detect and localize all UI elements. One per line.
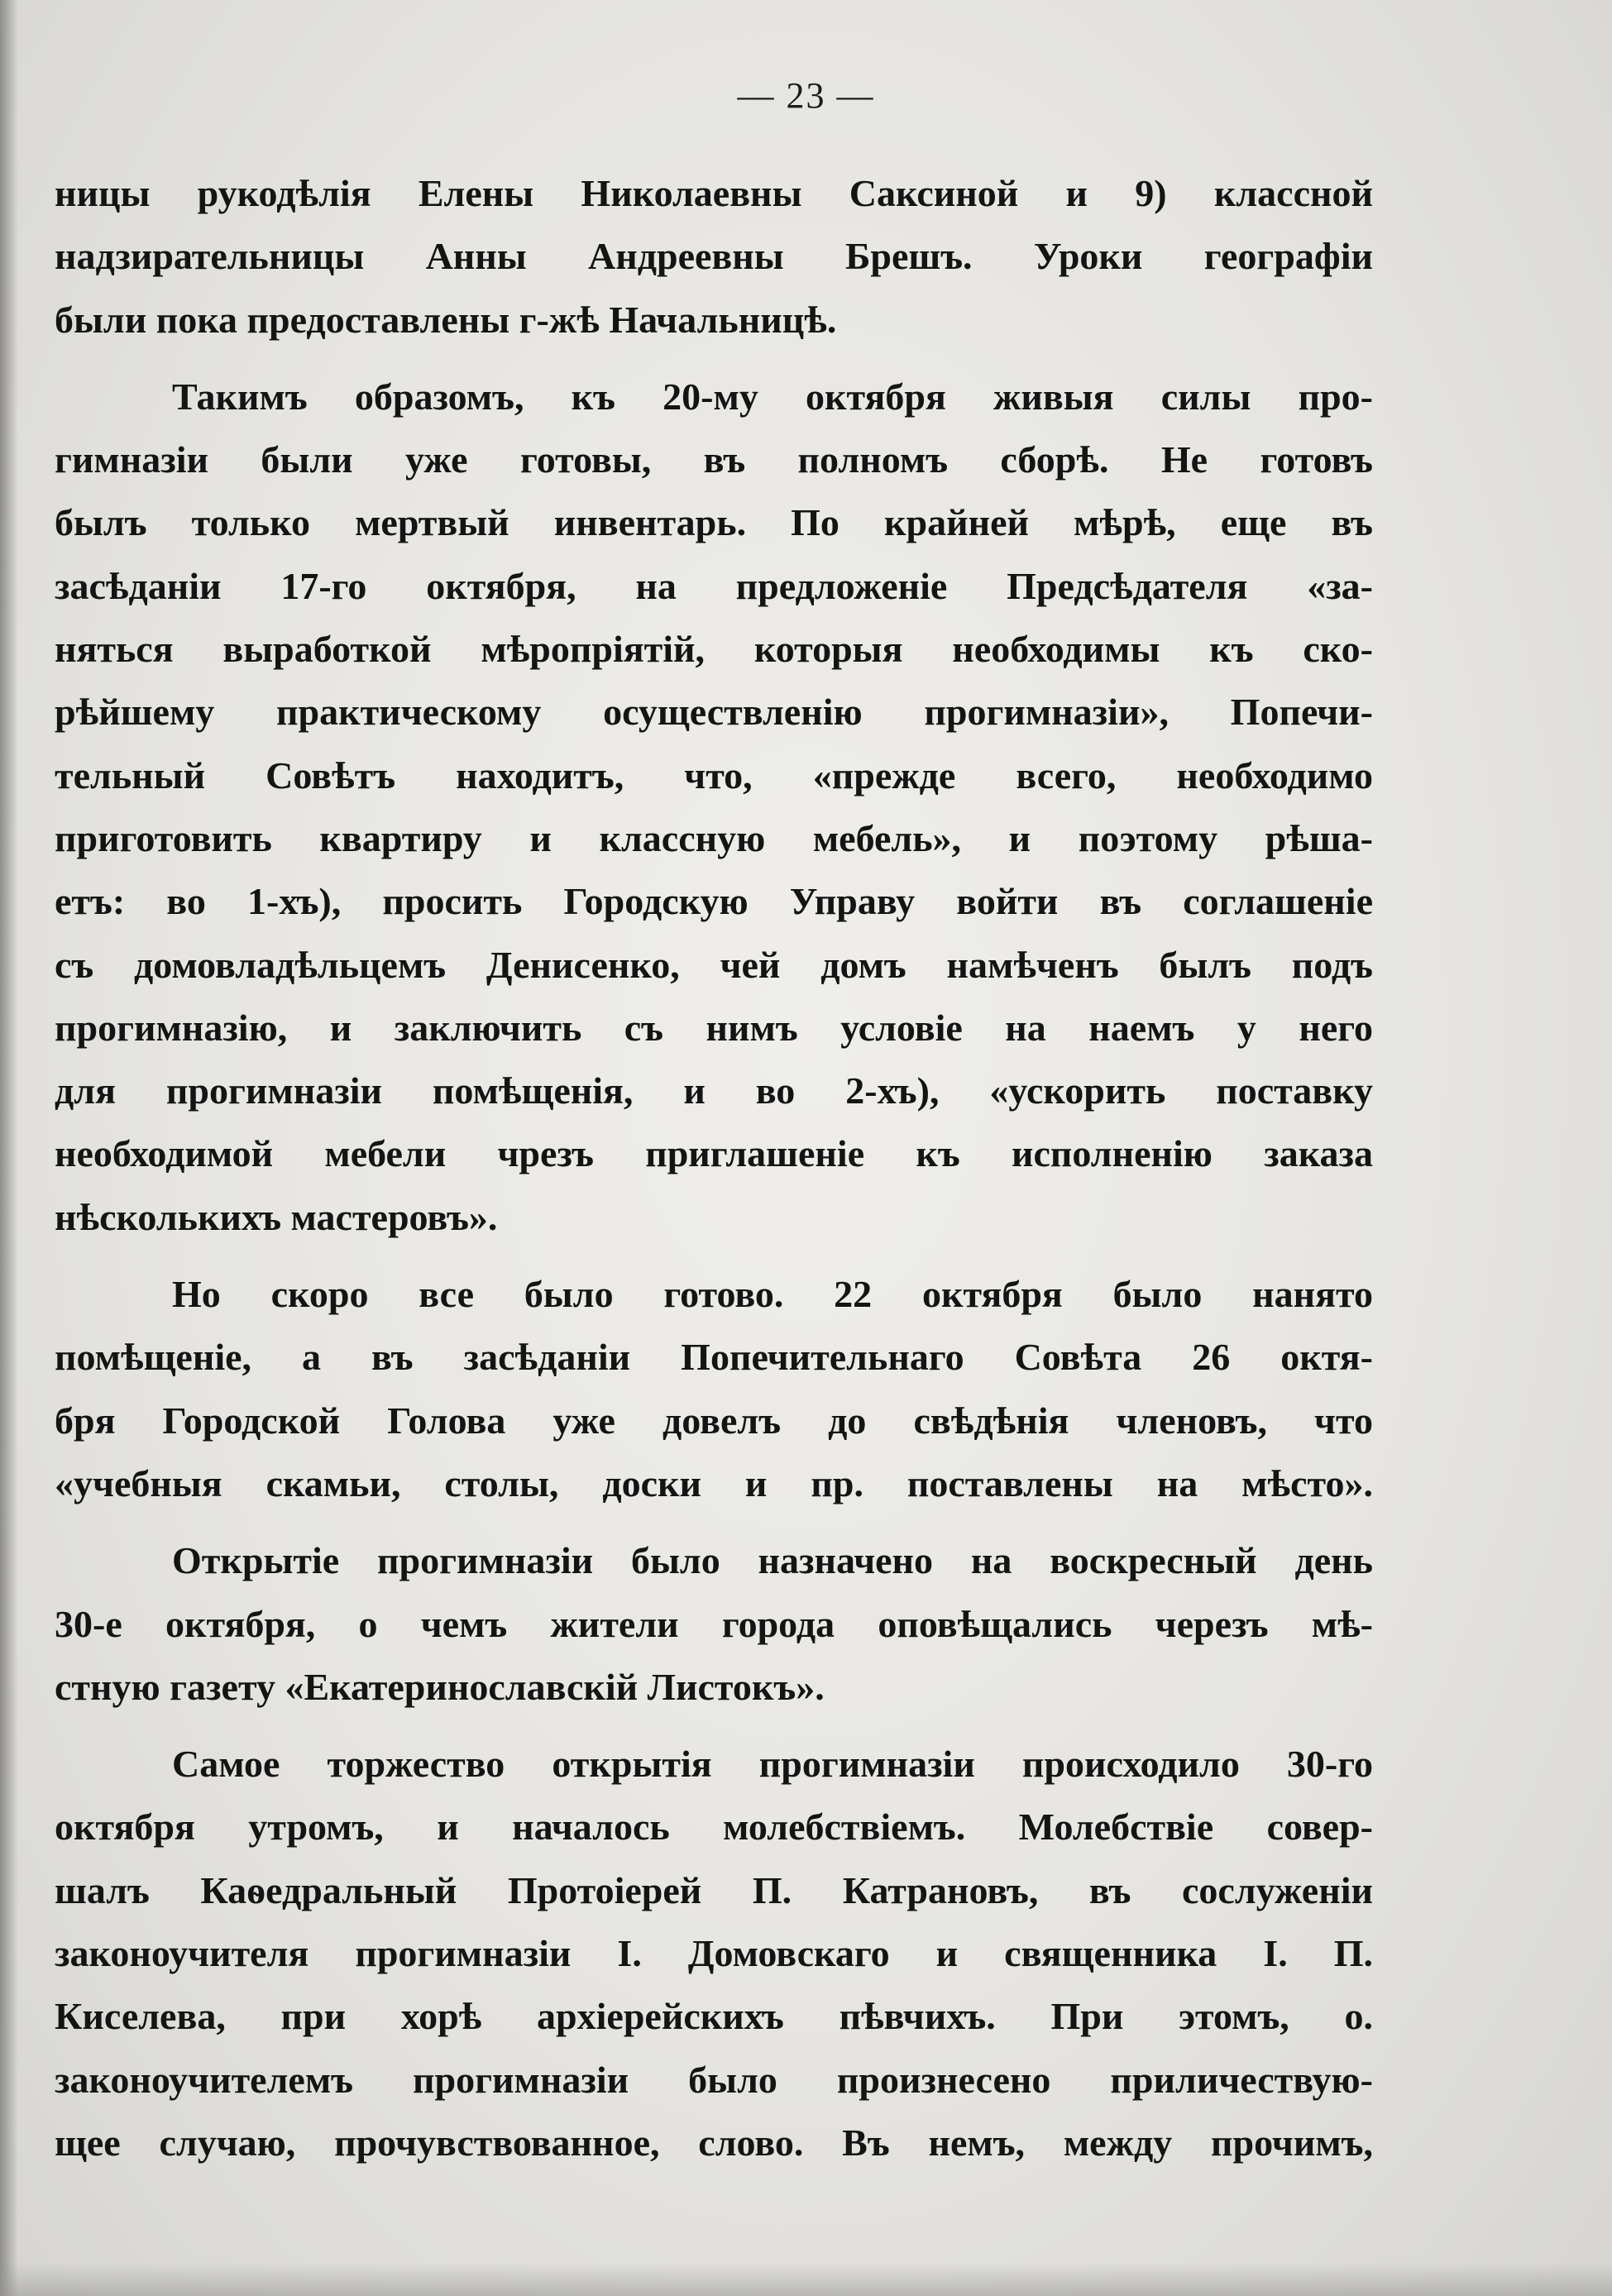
body-text xyxy=(55,162,1373,2188)
text-line: приготовить квартиру и классную мебель», и поэтому рѣша- xyxy=(55,816,1373,859)
text-line: няться выработкой мѣропріятій, которыя необходимы къ ско- xyxy=(55,628,1373,671)
paragraph-4 xyxy=(55,1529,1373,1719)
paragraph-3 xyxy=(55,1263,1373,1515)
text-line: Но скоро все было готово. 22 октября было нанято xyxy=(172,1273,1373,1316)
text-line: Такимъ образомъ, къ 20-му октября живыя силы про- xyxy=(172,375,1373,418)
text-line: были пока предоставлены г-жѣ Начальницѣ. xyxy=(55,298,837,341)
text-line: бря Городской Голова уже довелъ до свѣдѣнія членовъ, что xyxy=(55,1399,1373,1442)
paragraph-1 xyxy=(55,162,1373,352)
text-line: Киселева, при хорѣ архіерейскихъ пѣвчихъ. При этомъ, о. xyxy=(55,1995,1373,2038)
text-line: съ домовладѣльцемъ Денисенко, чей домъ намѣченъ былъ подъ xyxy=(55,943,1373,986)
page-bottom-edge-shadow xyxy=(0,2263,1612,2296)
text-line: помѣщеніе, а въ засѣданіи Попечительнаго Совѣта 26 октя- xyxy=(55,1336,1373,1379)
text-line: законоучителемъ прогимназіи было произнесено приличествую- xyxy=(55,2058,1373,2101)
text-line: стную газету «Екатеринославскій Листокъ». xyxy=(55,1665,825,1708)
text-line: рѣйшему практическому осуществленію прогимназіи», Попечи- xyxy=(55,691,1373,734)
text-line: Самое торжество открытія прогимназіи происходило 30-го xyxy=(172,1743,1373,1786)
page-number: — 23 — xyxy=(737,75,875,116)
text-line: тельный Совѣтъ находитъ, что, «прежде всего, необходимо xyxy=(55,753,1373,796)
text-line: Открытіе прогимназіи было назначено на воскресный день xyxy=(172,1539,1373,1582)
paragraph-5 xyxy=(55,1733,1373,2174)
text-line: етъ: во 1-хъ), просить Городскую Управу войти въ соглашеніе xyxy=(55,880,1373,923)
text-line: былъ только мертвый инвентарь. По крайней мѣрѣ, еще въ xyxy=(55,501,1373,544)
text-line: щее случаю, прочувствованное, слово. Въ немъ, между прочимъ, xyxy=(55,2121,1373,2164)
text-line: «учебныя скамьи, столы, доски и пр. поставлены на мѣсто». xyxy=(55,1461,1373,1504)
paragraph-2 xyxy=(55,366,1373,1249)
text-line: 30-е октября, о чемъ жители города оповѣщались черезъ мѣ- xyxy=(55,1602,1373,1645)
text-line: надзирательницы Анны Андреевны Брешъ. Уроки географіи xyxy=(55,235,1373,278)
text-line: шалъ Каѳедральный Протоіерей П. Катрановъ, въ сослуженіи xyxy=(55,1868,1373,1911)
text-line: для прогимназіи помѣщенія, и во 2-хъ), «ускорить поставку xyxy=(55,1069,1373,1112)
text-line: гимназіи были уже готовы, въ полномъ сборѣ. Не готовъ xyxy=(55,438,1373,481)
text-line: ницы рукодѣлія Елены Николаевны Саксиной и 9) классной xyxy=(55,172,1373,214)
text-line: законоучителя прогимназіи І. Домовскаго и священника І. П. xyxy=(55,1932,1373,1975)
text-line: необходимой мебели чрезъ приглашеніе къ исполненію заказа xyxy=(55,1132,1373,1175)
text-line: засѣданіи 17-го октября, на предложеніе Предсѣдателя «за- xyxy=(55,564,1373,607)
page-left-edge-shadow xyxy=(0,0,18,2296)
text-line: нѣсколькихъ мастеровъ». xyxy=(55,1195,498,1238)
text-line: октября утромъ, и началось молебствіемъ. Молебствіе совер- xyxy=(55,1806,1373,1849)
text-line: прогимназію, и заключить съ нимъ условіе на наемъ у него xyxy=(55,1006,1373,1049)
